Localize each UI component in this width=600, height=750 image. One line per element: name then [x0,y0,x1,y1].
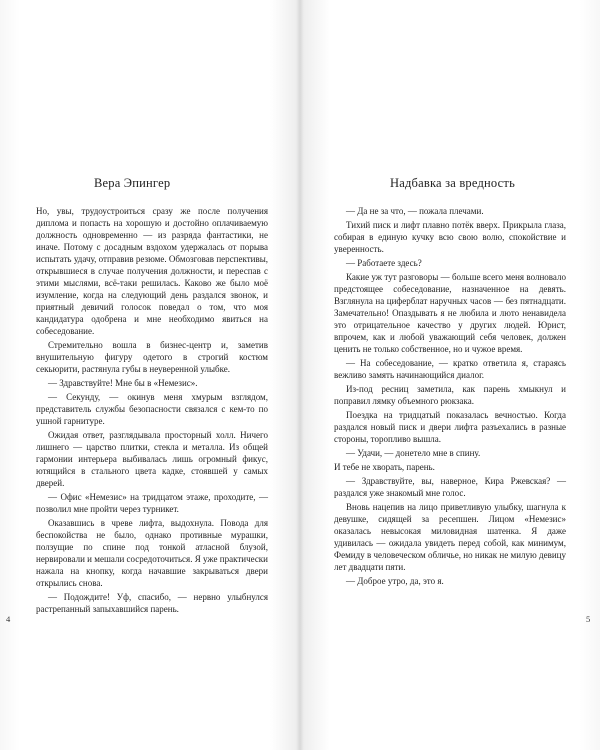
page-number: 4 [6,614,11,624]
paragraph: Из-под ресниц заметила, как парень хмыкнул и поправил лямку объемного рюкзака. [334,384,566,406]
paragraph: Но, увы, трудоустроиться сразу же после получения диплома и попасть на хорошую и достойно оплачиваемую должность одновременно — из разряда фантастики, не иначе. Потому с досадным вздохом удержалась от порыва испытать удачу, отправив резюме. Обмозговав перспективы, открывшиеся в случае получения должности, и переспав с этими мыслями, всё-таки решилась. Каково же было моё изумление, когда на следующий день раздался звонок, и приятный девичий голосок поведал о том, что моя кандидатура одобрена и мне необходимо явиться на собеседование. [36,206,268,336]
paragraph: — Здравствуйте, вы, наверное, Кира Ржевская? — раздался уже знакомый мне голос. [334,476,566,498]
running-head-title: Надбавка за вредность [390,176,515,190]
paragraph: Тихий писк и лифт плавно потёк вверх. Прикрыла глаза, собирая в единую кучку всю свою волю, спокойствие и уверенность. [334,220,566,254]
page-number: 5 [586,614,591,624]
paragraph: — Здравствуйте! Мне бы в «Немезис». [48,378,198,388]
paragraph: — Да не за что, — пожала плечами. [346,206,484,216]
running-head-author: Вера Эпингер [94,176,171,190]
paragraph: Стремительно вошла в бизнес-центр и, заметив внушительную фигуру одетого в строгий костюм секьюрити, растянула губы в неуверенной улыбке. [36,340,268,374]
paragraph: Поездка на тридцатый показалась вечностью. Когда раздался новый писк и двери лифта разъехались в разные стороны, торопливо вышла. [334,410,566,444]
paragraph: — На собеседование, — кратко ответила я, стараясь вежливо замять начинающийся диалог. [334,358,566,380]
paragraph: — Офис «Немезис» на тридцатом этаже, проходите, — позволил мне пройти через турникет. [36,492,268,514]
paragraph: Оказавшись в чреве лифта, выдохнула. Повода для беспокойства не было, однако противные мурашки, ползущие по спине под тонкой атласной блузой, нервировали и мешали сосредоточиться. Я уже практически нажала на кнопку, когда начавшие закрываться двери открылись снова. [36,518,268,588]
paragraph: — Доброе утро, да, это я. [346,576,444,586]
paragraph: — Работаете здесь? [346,258,422,268]
right-page [300,0,600,750]
left-page-text [36,205,268,617]
paragraph: Какие уж тут разговоры — больше всего меня волновало предстоящее собеседование, назначенное на девять. Взглянула на циферблат наручных часов — без пятнадцати. Замечательно! Опаздывать я не любила и люто ненавидела это отрицательное качество у других людей. Юрист, впрочем, как и любой уважающий себя человек, должен ценить не только собственное, но и чужое время. [334,272,566,354]
paragraph: И тебе не хворать, парень. [334,462,435,472]
paragraph: Вновь нацепив на лицо приветливую улыбку, шагнула к девушке, сидящей за ресепшен. Лицом «Немезис» оказалась невысокая миловидная шатенка. Я даже удивилась — ожидала увидеть перед собой, как минимум, Фемиду в человеческом обличье, но никак не милую девицу лет двадцати пяти. [334,502,566,572]
paragraph: — Секунду, — окинув меня хмурым взглядом, представитель службы безопасности связался с кем-то по ушной гарнитуре. [36,392,268,426]
paragraph: — Удачи, — донетело мне в спину. [346,448,481,458]
right-page-text [334,205,566,589]
paragraph: — Подождите! Уф, спасибо, — нервно улыбнулся растрепанный запыхавшийся парень. [36,592,268,614]
paragraph: Ожидая ответ, разглядывала просторный холл. Ничего лишнего — царство плитки, стекла и металла. Из общей гармонии интерьера выбивалась лишь огромный фикус, ютящийся в стального цвета кадке, стоявшей у самых дверей. [36,430,268,488]
